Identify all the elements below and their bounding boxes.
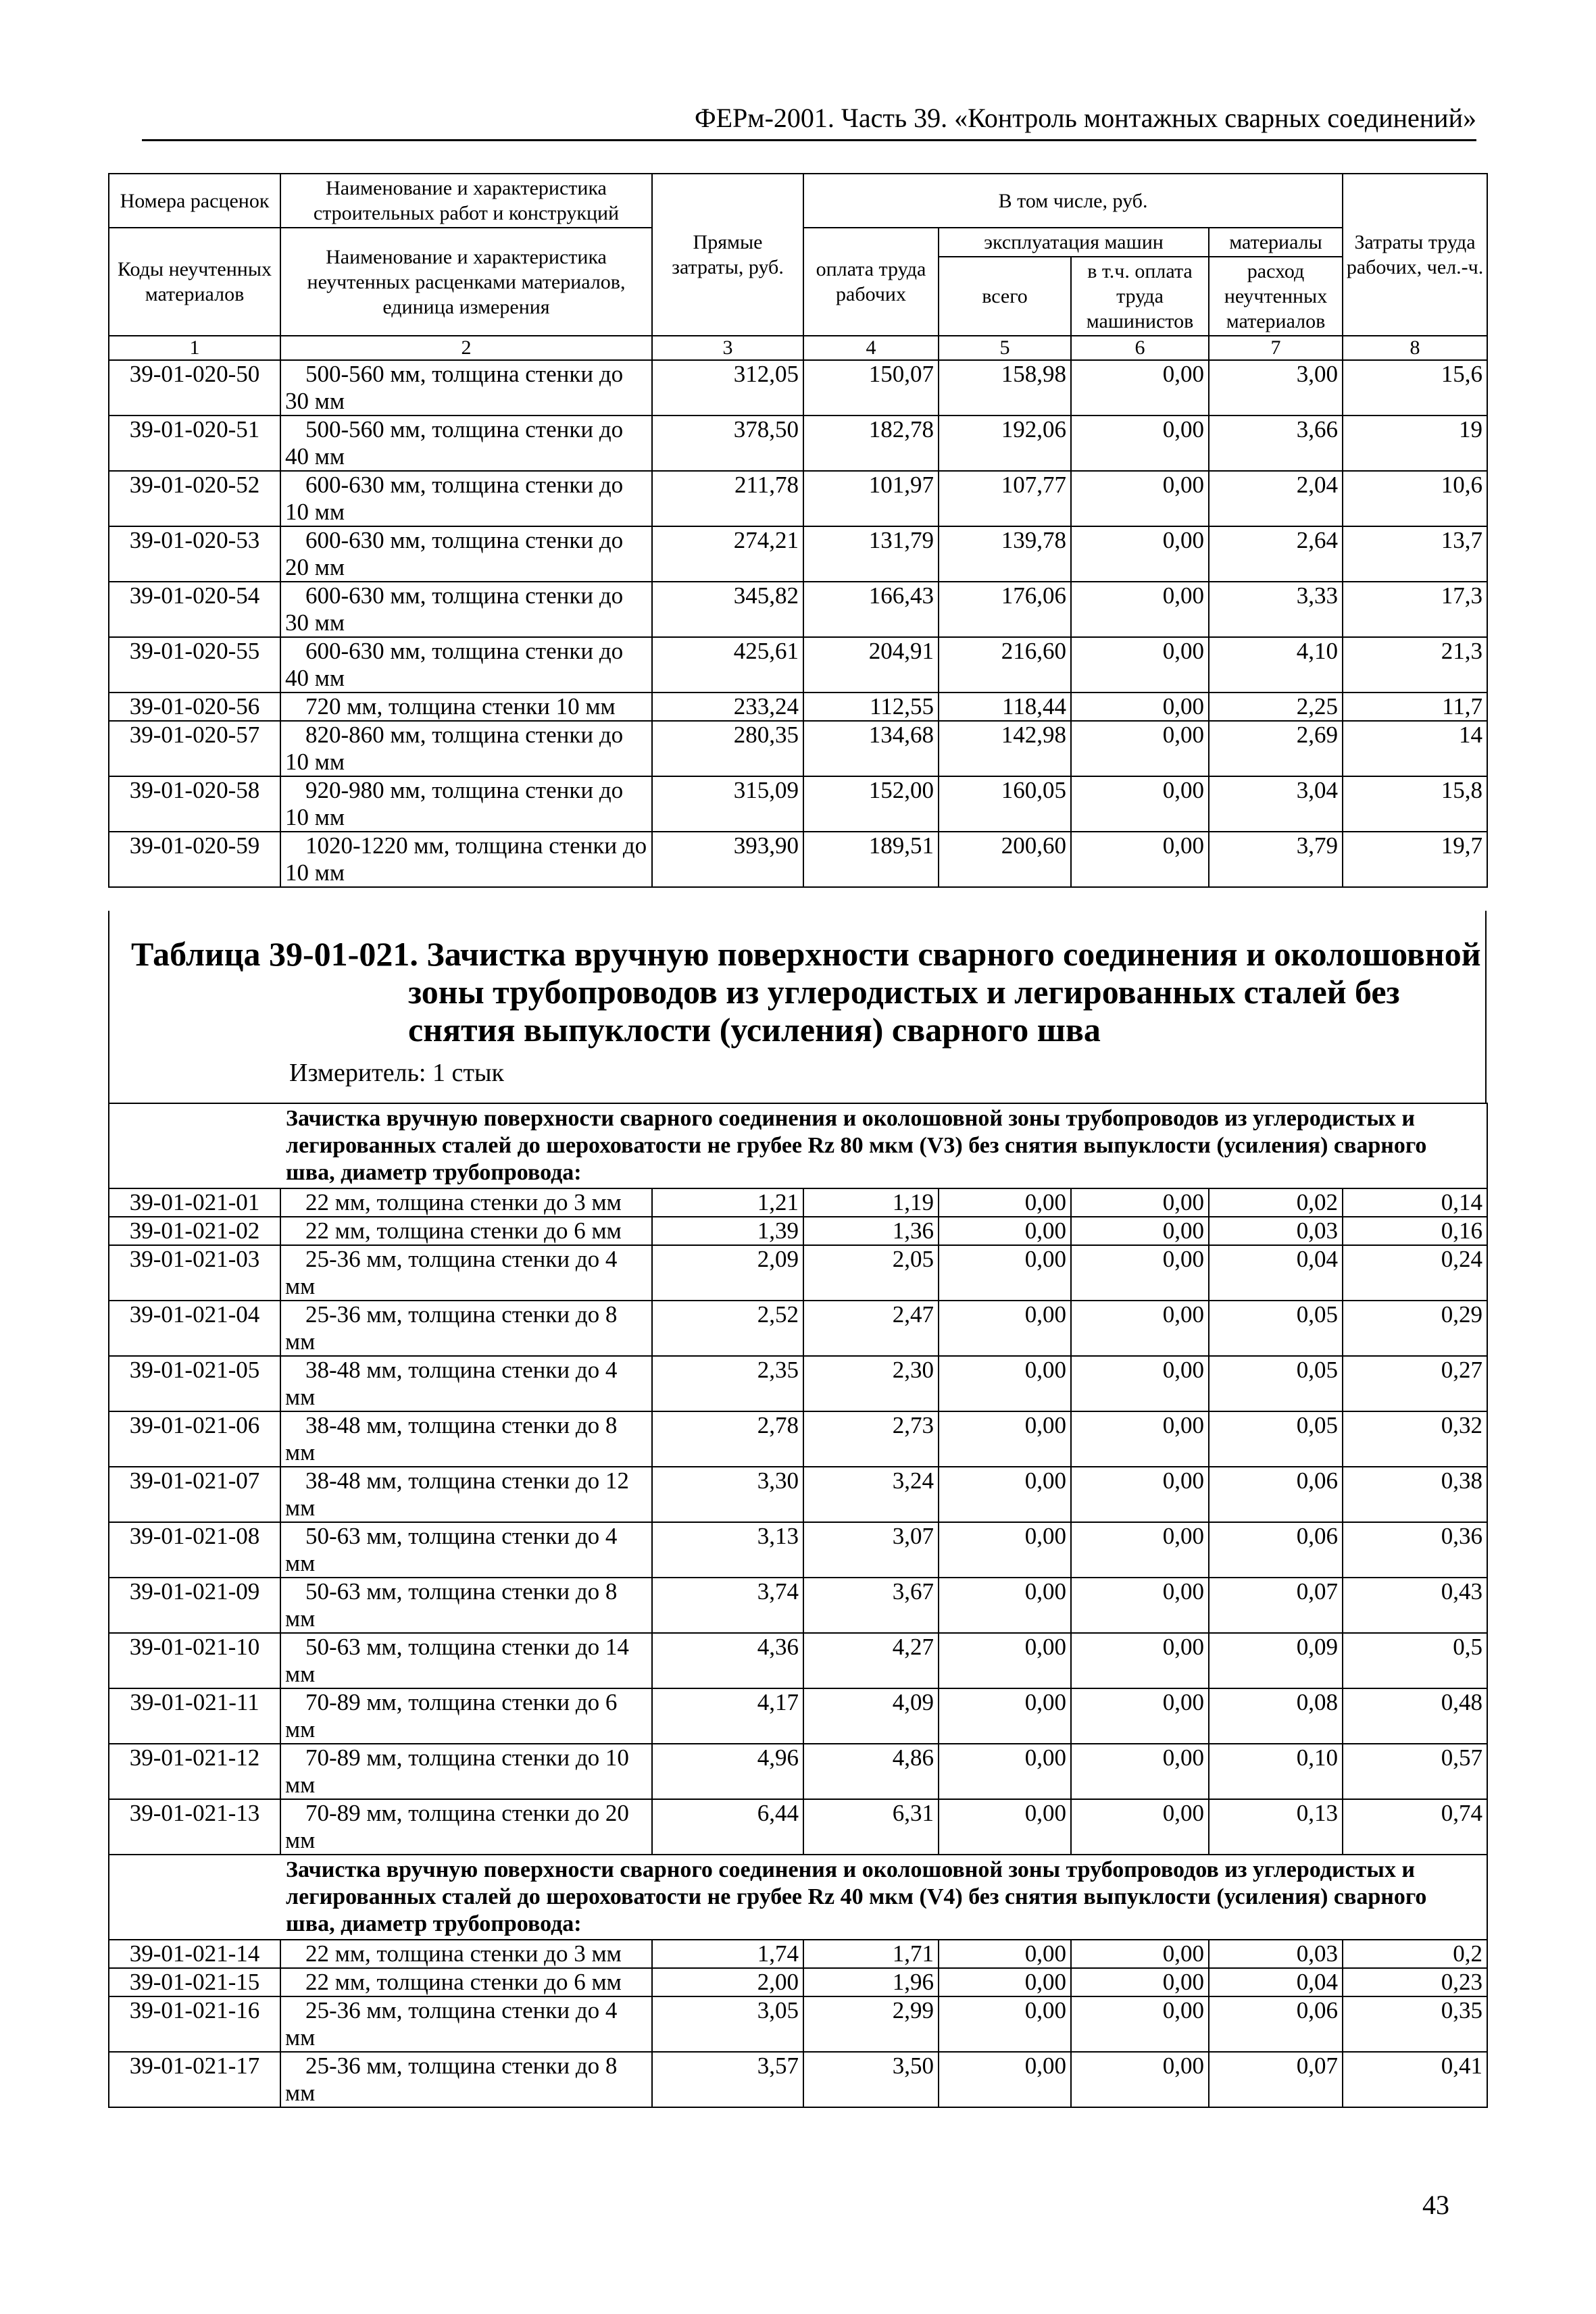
materials-cell: 0,05 <box>1209 1356 1343 1411</box>
work-name-cell: 38-48 мм, толщина стенки до 4 мм <box>280 1356 652 1411</box>
labor-pay-cell: 2,73 <box>803 1411 939 1467</box>
table-title-block <box>108 911 1487 1103</box>
materials-cell: 0,05 <box>1209 1301 1343 1356</box>
machine-operator-pay-cell: 0,00 <box>1071 416 1209 471</box>
table-row <box>109 776 1487 832</box>
page-number: 43 <box>1422 2190 1449 2220</box>
materials-cell: 0,03 <box>1209 1217 1343 1245</box>
rate-code-cell: 39-01-021-06 <box>109 1411 280 1467</box>
column-number: 7 <box>1209 336 1343 360</box>
group1-body <box>109 1188 1487 1855</box>
labor-pay-cell: 134,68 <box>803 721 939 776</box>
direct-costs-cell: 2,52 <box>652 1301 803 1356</box>
rate-code-cell: 39-01-020-50 <box>109 360 280 416</box>
labor-pay-cell: 3,50 <box>803 2052 939 2107</box>
work-name-cell: 500-560 мм, толщина стенки до 30 мм <box>280 360 652 416</box>
labor-hours-cell: 0,35 <box>1343 1996 1487 2052</box>
table-title-line: снятия выпуклости (усиления) сварного шва <box>408 1011 1101 1049</box>
rate-code-cell: 39-01-021-15 <box>109 1968 280 1996</box>
labor-pay-cell: 2,05 <box>803 1245 939 1301</box>
machine-operator-pay-cell: 0,00 <box>1071 1799 1209 1855</box>
rate-code-cell: 39-01-020-56 <box>109 693 280 721</box>
direct-costs-cell: 274,21 <box>652 526 803 582</box>
table-row <box>109 1217 1487 1245</box>
materials-cell: 0,07 <box>1209 1578 1343 1633</box>
machine-total-cell: 0,00 <box>939 1467 1071 1522</box>
table-row <box>109 1633 1487 1688</box>
labor-hours-cell: 0,16 <box>1343 1217 1487 1245</box>
group-title: Зачистка вручную поверхности сварного соединения и околошовной зоны трубопроводов из углеродистых и легированных сталей до шероховатости не грубее Rz 40 мкм (V4) без снятия выпуклости (усиления) сварного шва, диаметр трубопровода: <box>280 1855 1487 1940</box>
labor-hours-cell: 0,48 <box>1343 1688 1487 1744</box>
rate-code-cell: 39-01-021-13 <box>109 1799 280 1855</box>
rates-table-021 <box>108 1103 1488 2108</box>
machine-total-cell: 0,00 <box>939 1301 1071 1356</box>
col-work-name-header: Наименование и характеристика строительных работ и конструкций <box>280 174 652 228</box>
table-row <box>109 1996 1487 2052</box>
labor-hours-cell: 14 <box>1343 721 1487 776</box>
labor-hours-cell: 21,3 <box>1343 637 1487 693</box>
direct-costs-cell: 6,44 <box>652 1799 803 1855</box>
direct-costs-cell: 393,90 <box>652 832 803 887</box>
work-name-cell: 820-860 мм, толщина стенки до 10 мм <box>280 721 652 776</box>
materials-cell: 3,00 <box>1209 360 1343 416</box>
labor-pay-cell: 3,07 <box>803 1522 939 1578</box>
materials-cell: 0,03 <box>1209 1940 1343 1968</box>
work-name-cell: 22 мм, толщина стенки до 3 мм <box>280 1940 652 1968</box>
labor-hours-cell: 17,3 <box>1343 582 1487 637</box>
machine-operator-pay-cell: 0,00 <box>1071 637 1209 693</box>
materials-cell: 0,08 <box>1209 1688 1343 1744</box>
machine-total-cell: 192,06 <box>939 416 1071 471</box>
work-name-cell: 600-630 мм, толщина стенки до 20 мм <box>280 526 652 582</box>
rate-code-cell: 39-01-020-58 <box>109 776 280 832</box>
labor-hours-cell: 19,7 <box>1343 832 1487 887</box>
work-name-cell: 38-48 мм, толщина стенки до 12 мм <box>280 1467 652 1522</box>
rates-table-020 <box>108 173 1488 888</box>
machine-total-cell: 142,98 <box>939 721 1071 776</box>
machine-total-cell: 0,00 <box>939 1688 1071 1744</box>
machine-total-cell: 0,00 <box>939 1217 1071 1245</box>
direct-costs-cell: 1,39 <box>652 1217 803 1245</box>
materials-cell: 3,66 <box>1209 416 1343 471</box>
materials-cell: 0,02 <box>1209 1188 1343 1217</box>
table-row <box>109 526 1487 582</box>
machine-operator-pay-cell: 0,00 <box>1071 1940 1209 1968</box>
machine-operator-pay-cell: 0,00 <box>1071 1356 1209 1411</box>
rate-code-cell: 39-01-021-12 <box>109 1744 280 1799</box>
direct-costs-cell: 312,05 <box>652 360 803 416</box>
direct-costs-cell: 1,74 <box>652 1940 803 1968</box>
labor-hours-cell: 19 <box>1343 416 1487 471</box>
col-direct-costs-header: Прямые затраты, руб. <box>652 174 803 336</box>
machine-operator-pay-cell: 0,00 <box>1071 2052 1209 2107</box>
machine-total-cell: 0,00 <box>939 1968 1071 1996</box>
labor-pay-cell: 4,09 <box>803 1688 939 1744</box>
table-title-line: Таблица 39-01-021. Зачистка вручную поверхности сварного соединения и околошовной <box>131 935 1481 973</box>
table-title <box>131 935 1482 1049</box>
labor-pay-cell: 1,19 <box>803 1188 939 1217</box>
work-name-cell: 25-36 мм, толщина стенки до 4 мм <box>280 1245 652 1301</box>
machine-operator-pay-cell: 0,00 <box>1071 1633 1209 1688</box>
col-labor-hours-header: Затраты труда рабочих, чел.-ч. <box>1343 174 1487 336</box>
labor-hours-cell: 0,43 <box>1343 1578 1487 1633</box>
rate-code-cell: 39-01-021-09 <box>109 1578 280 1633</box>
labor-pay-cell: 4,86 <box>803 1744 939 1799</box>
table-row <box>109 1968 1487 1996</box>
group-header-row <box>109 1103 1487 1188</box>
machine-total-cell: 0,00 <box>939 1633 1071 1688</box>
materials-cell: 3,04 <box>1209 776 1343 832</box>
rate-code-cell: 39-01-021-04 <box>109 1301 280 1356</box>
column-number: 2 <box>280 336 652 360</box>
direct-costs-cell: 425,61 <box>652 637 803 693</box>
table-title-line: зоны трубопроводов из углеродистых и легированных сталей без <box>408 973 1400 1011</box>
labor-pay-cell: 4,27 <box>803 1633 939 1688</box>
labor-hours-cell: 0,2 <box>1343 1940 1487 1968</box>
machine-operator-pay-cell: 0,00 <box>1071 1467 1209 1522</box>
machine-operator-pay-cell: 0,00 <box>1071 1188 1209 1217</box>
labor-hours-cell: 0,14 <box>1343 1188 1487 1217</box>
column-numbers-row <box>109 336 1487 360</box>
labor-hours-cell: 0,74 <box>1343 1799 1487 1855</box>
direct-costs-cell: 345,82 <box>652 582 803 637</box>
rate-code-cell: 39-01-021-11 <box>109 1688 280 1744</box>
work-name-cell: 22 мм, толщина стенки до 6 мм <box>280 1217 652 1245</box>
machine-total-cell: 0,00 <box>939 1996 1071 2052</box>
direct-costs-cell: 233,24 <box>652 693 803 721</box>
machine-operator-pay-cell: 0,00 <box>1071 1578 1209 1633</box>
machine-operator-pay-cell: 0,00 <box>1071 1217 1209 1245</box>
labor-pay-cell: 112,55 <box>803 693 939 721</box>
work-name-cell: 25-36 мм, толщина стенки до 8 мм <box>280 1301 652 1356</box>
table-row <box>109 471 1487 526</box>
rate-code-cell: 39-01-021-02 <box>109 1217 280 1245</box>
materials-cell: 0,06 <box>1209 1996 1343 2052</box>
direct-costs-cell: 2,35 <box>652 1356 803 1411</box>
labor-pay-cell: 3,24 <box>803 1467 939 1522</box>
table-row <box>109 1411 1487 1467</box>
col-material-codes-header: Коды неучтенных материалов <box>109 228 280 336</box>
labor-hours-cell: 0,36 <box>1343 1522 1487 1578</box>
direct-costs-cell: 4,96 <box>652 1744 803 1799</box>
rate-code-cell: 39-01-020-55 <box>109 637 280 693</box>
machine-operator-pay-cell: 0,00 <box>1071 1968 1209 1996</box>
labor-pay-cell: 152,00 <box>803 776 939 832</box>
work-name-cell: 22 мм, толщина стенки до 6 мм <box>280 1968 652 1996</box>
labor-hours-cell: 0,27 <box>1343 1356 1487 1411</box>
labor-pay-cell: 3,67 <box>803 1578 939 1633</box>
labor-hours-cell: 13,7 <box>1343 526 1487 582</box>
labor-pay-cell: 2,30 <box>803 1356 939 1411</box>
labor-pay-cell: 1,36 <box>803 1217 939 1245</box>
machine-operator-pay-cell: 0,00 <box>1071 1688 1209 1744</box>
labor-hours-cell: 0,57 <box>1343 1744 1487 1799</box>
rows-020-body <box>109 360 1487 887</box>
column-number: 1 <box>109 336 280 360</box>
rate-code-cell: 39-01-021-08 <box>109 1522 280 1578</box>
table-row <box>109 832 1487 887</box>
labor-pay-cell: 1,96 <box>803 1968 939 1996</box>
work-name-cell: 70-89 мм, толщина стенки до 10 мм <box>280 1744 652 1799</box>
direct-costs-cell: 2,09 <box>652 1245 803 1301</box>
machine-total-cell: 107,77 <box>939 471 1071 526</box>
materials-cell: 0,06 <box>1209 1467 1343 1522</box>
materials-cell: 0,13 <box>1209 1799 1343 1855</box>
machine-operator-pay-cell: 0,00 <box>1071 582 1209 637</box>
rate-code-cell: 39-01-021-05 <box>109 1356 280 1411</box>
direct-costs-cell: 280,35 <box>652 721 803 776</box>
col-rate-numbers-header: Номера расценок <box>109 174 280 228</box>
materials-header: материалы <box>1209 228 1343 257</box>
materials-cell: 0,06 <box>1209 1522 1343 1578</box>
materials-cell: 4,10 <box>1209 637 1343 693</box>
machine-total-cell: 216,60 <box>939 637 1071 693</box>
machine-operator-pay-cell: 0,00 <box>1071 832 1209 887</box>
machine-operator-pay-cell: 0,00 <box>1071 1411 1209 1467</box>
table-row <box>109 1799 1487 1855</box>
machine-operator-pay-cell: 0,00 <box>1071 1522 1209 1578</box>
table-row <box>109 2052 1487 2107</box>
table-row <box>109 1940 1487 1968</box>
labor-hours-cell: 15,8 <box>1343 776 1487 832</box>
column-number: 3 <box>652 336 803 360</box>
machine-total-cell: 0,00 <box>939 1578 1071 1633</box>
labor-pay-cell: 150,07 <box>803 360 939 416</box>
machine-total-cell: 0,00 <box>939 1940 1071 1968</box>
machine-operator-pay-cell: 0,00 <box>1071 1301 1209 1356</box>
labor-hours-cell: 10,6 <box>1343 471 1487 526</box>
materials-cell: 3,79 <box>1209 832 1343 887</box>
work-name-cell: 25-36 мм, толщина стенки до 8 мм <box>280 2052 652 2107</box>
machine-total-cell: 0,00 <box>939 1799 1071 1855</box>
table-row <box>109 1301 1487 1356</box>
machine-operator-pay-cell: 0,00 <box>1071 1744 1209 1799</box>
rate-code-cell: 39-01-021-07 <box>109 1467 280 1522</box>
rate-code-cell: 39-01-020-52 <box>109 471 280 526</box>
column-number: 5 <box>939 336 1071 360</box>
direct-costs-cell: 3,74 <box>652 1578 803 1633</box>
machine-operator-pay-cell: 0,00 <box>1071 721 1209 776</box>
machine-total-cell: 158,98 <box>939 360 1071 416</box>
work-name-cell: 50-63 мм, толщина стенки до 8 мм <box>280 1578 652 1633</box>
table-row <box>109 1188 1487 1217</box>
work-name-cell: 70-89 мм, толщина стенки до 20 мм <box>280 1799 652 1855</box>
column-number: 8 <box>1343 336 1487 360</box>
work-name-cell: 25-36 мм, толщина стенки до 4 мм <box>280 1996 652 2052</box>
col-machine-total-header: всего <box>939 257 1071 336</box>
rate-code-cell: 39-01-021-01 <box>109 1188 280 1217</box>
direct-costs-cell: 4,36 <box>652 1633 803 1688</box>
table-row <box>109 1522 1487 1578</box>
measure-unit: Измеритель: 1 стык <box>289 1059 504 1087</box>
machine-total-cell: 176,06 <box>939 582 1071 637</box>
table-row <box>109 416 1487 471</box>
in-that-number-header: В том числе, руб. <box>803 174 1343 228</box>
table-row <box>109 1688 1487 1744</box>
machine-total-cell: 139,78 <box>939 526 1071 582</box>
work-name-cell: 720 мм, толщина стенки 10 мм <box>280 693 652 721</box>
materials-cell: 2,25 <box>1209 693 1343 721</box>
labor-pay-cell: 204,91 <box>803 637 939 693</box>
machine-total-cell: 160,05 <box>939 776 1071 832</box>
machine-operator-pay-cell: 0,00 <box>1071 693 1209 721</box>
group-header-row <box>109 1855 1487 1940</box>
rate-code-cell: 39-01-021-17 <box>109 2052 280 2107</box>
rate-code-cell: 39-01-020-54 <box>109 582 280 637</box>
labor-hours-cell: 0,24 <box>1343 1245 1487 1301</box>
labor-pay-cell: 189,51 <box>803 832 939 887</box>
materials-cell: 0,05 <box>1209 1411 1343 1467</box>
direct-costs-cell: 2,78 <box>652 1411 803 1467</box>
machine-operation-header: эксплуатация машин <box>939 228 1209 257</box>
table-row <box>109 1578 1487 1633</box>
labor-pay-cell: 101,97 <box>803 471 939 526</box>
machine-operator-pay-cell: 0,00 <box>1071 1996 1209 2052</box>
rate-code-cell: 39-01-020-53 <box>109 526 280 582</box>
labor-hours-cell: 15,6 <box>1343 360 1487 416</box>
direct-costs-cell: 211,78 <box>652 471 803 526</box>
labor-pay-cell: 2,47 <box>803 1301 939 1356</box>
labor-pay-cell: 1,71 <box>803 1940 939 1968</box>
work-name-cell: 70-89 мм, толщина стенки до 6 мм <box>280 1688 652 1744</box>
machine-operator-pay-cell: 0,00 <box>1071 526 1209 582</box>
labor-hours-cell: 11,7 <box>1343 693 1487 721</box>
machine-total-cell: 0,00 <box>939 1245 1071 1301</box>
machine-total-cell: 0,00 <box>939 1188 1071 1217</box>
labor-pay-cell: 2,99 <box>803 1996 939 2052</box>
labor-hours-cell: 0,41 <box>1343 2052 1487 2107</box>
group2-body <box>109 1940 1487 2107</box>
table-row <box>109 1356 1487 1411</box>
rate-code-cell: 39-01-020-59 <box>109 832 280 887</box>
work-name-cell: 22 мм, толщина стенки до 3 мм <box>280 1188 652 1217</box>
table-row <box>109 1467 1487 1522</box>
direct-costs-cell: 1,21 <box>652 1188 803 1217</box>
machine-operator-pay-cell: 0,00 <box>1071 360 1209 416</box>
machine-operator-pay-cell: 0,00 <box>1071 1245 1209 1301</box>
machine-total-cell: 118,44 <box>939 693 1071 721</box>
materials-cell: 3,33 <box>1209 582 1343 637</box>
table-row <box>109 582 1487 637</box>
rate-code-cell: 39-01-020-57 <box>109 721 280 776</box>
labor-hours-cell: 0,29 <box>1343 1301 1487 1356</box>
work-name-cell: 38-48 мм, толщина стенки до 8 мм <box>280 1411 652 1467</box>
rate-code-cell: 39-01-020-51 <box>109 416 280 471</box>
machine-operator-pay-cell: 0,00 <box>1071 471 1209 526</box>
materials-cell: 0,04 <box>1209 1968 1343 1996</box>
work-name-cell: 50-63 мм, толщина стенки до 4 мм <box>280 1522 652 1578</box>
direct-costs-cell: 4,17 <box>652 1688 803 1744</box>
direct-costs-cell: 3,57 <box>652 2052 803 2107</box>
labor-pay-cell: 166,43 <box>803 582 939 637</box>
direct-costs-cell: 3,13 <box>652 1522 803 1578</box>
direct-costs-cell: 2,00 <box>652 1968 803 1996</box>
labor-hours-cell: 0,38 <box>1343 1467 1487 1522</box>
direct-costs-cell: 3,30 <box>652 1467 803 1522</box>
materials-cell: 2,64 <box>1209 526 1343 582</box>
rate-code-cell: 39-01-021-03 <box>109 1245 280 1301</box>
table-row <box>109 1245 1487 1301</box>
direct-costs-cell: 378,50 <box>652 416 803 471</box>
table-row <box>109 693 1487 721</box>
direct-costs-cell: 315,09 <box>652 776 803 832</box>
page-header: ФЕРм-2001. Часть 39. «Контроль монтажных сварных соединений» <box>142 101 1476 141</box>
table-row <box>109 1744 1487 1799</box>
labor-hours-cell: 0,23 <box>1343 1968 1487 1996</box>
column-number: 6 <box>1071 336 1209 360</box>
col-labor-pay-header: оплата труда рабочих <box>803 228 939 336</box>
work-name-cell: 1020-1220 мм, толщина стенки до 10 мм <box>280 832 652 887</box>
col-materials-expense-header: расход неучтенных материалов <box>1209 257 1343 336</box>
materials-cell: 0,09 <box>1209 1633 1343 1688</box>
direct-costs-cell: 3,05 <box>652 1996 803 2052</box>
group-title: Зачистка вручную поверхности сварного соединения и околошовной зоны трубопроводов из углеродистых и легированных сталей до шероховатости не грубее Rz 80 мкм (V3) без снятия выпуклости (усиления) сварного шва, диаметр трубопровода: <box>280 1103 1487 1188</box>
rate-code-cell: 39-01-021-16 <box>109 1996 280 2052</box>
col-machine-operator-pay-header: в т.ч. оплата труда машинистов <box>1071 257 1209 336</box>
materials-cell: 0,04 <box>1209 1245 1343 1301</box>
rate-code-cell: 39-01-021-10 <box>109 1633 280 1688</box>
labor-hours-cell: 0,5 <box>1343 1633 1487 1688</box>
machine-total-cell: 0,00 <box>939 2052 1071 2107</box>
rate-code-cell: 39-01-021-14 <box>109 1940 280 1968</box>
machine-total-cell: 0,00 <box>939 1522 1071 1578</box>
materials-cell: 2,69 <box>1209 721 1343 776</box>
machine-total-cell: 200,60 <box>939 832 1071 887</box>
col-material-names-header: Наименование и характеристика неучтенных расценками материалов, единица измерения <box>280 228 652 336</box>
work-name-cell: 600-630 мм, толщина стенки до 10 мм <box>280 471 652 526</box>
materials-cell: 2,04 <box>1209 471 1343 526</box>
labor-hours-cell: 0,32 <box>1343 1411 1487 1467</box>
machine-total-cell: 0,00 <box>939 1411 1071 1467</box>
machine-operator-pay-cell: 0,00 <box>1071 776 1209 832</box>
table-row <box>109 637 1487 693</box>
work-name-cell: 50-63 мм, толщина стенки до 14 мм <box>280 1633 652 1688</box>
column-number: 4 <box>803 336 939 360</box>
labor-pay-cell: 131,79 <box>803 526 939 582</box>
materials-cell: 0,10 <box>1209 1744 1343 1799</box>
work-name-cell: 600-630 мм, толщина стенки до 40 мм <box>280 637 652 693</box>
work-name-cell: 500-560 мм, толщина стенки до 40 мм <box>280 416 652 471</box>
labor-pay-cell: 182,78 <box>803 416 939 471</box>
machine-total-cell: 0,00 <box>939 1356 1071 1411</box>
work-name-cell: 600-630 мм, толщина стенки до 30 мм <box>280 582 652 637</box>
machine-total-cell: 0,00 <box>939 1744 1071 1799</box>
materials-cell: 0,07 <box>1209 2052 1343 2107</box>
table-row <box>109 360 1487 416</box>
labor-pay-cell: 6,31 <box>803 1799 939 1855</box>
table-row <box>109 721 1487 776</box>
work-name-cell: 920-980 мм, толщина стенки до 10 мм <box>280 776 652 832</box>
